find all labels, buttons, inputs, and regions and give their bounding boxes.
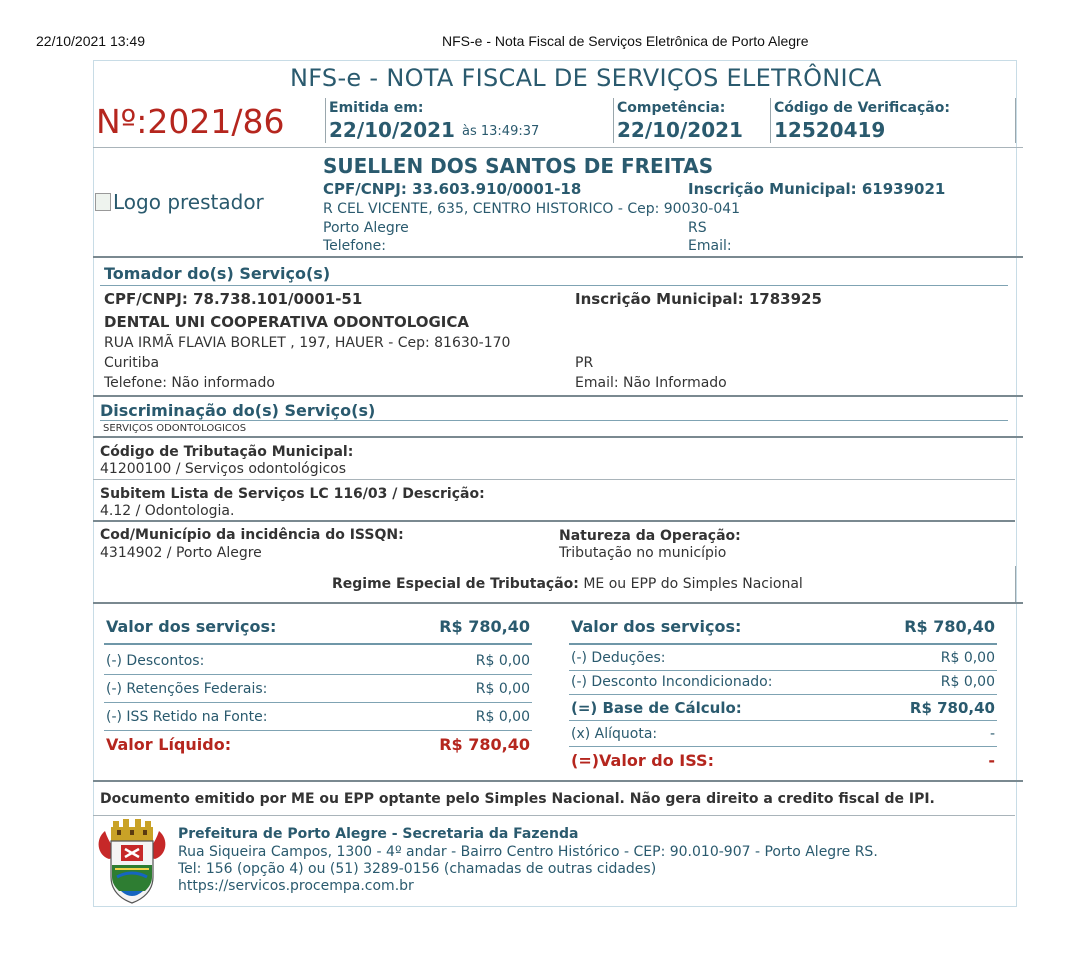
- descontos-label: (-) Descontos:: [106, 653, 205, 669]
- aliquota-value: -: [989, 726, 995, 742]
- deducoes-value: R$ 0,00: [940, 650, 995, 666]
- divider: [93, 147, 1023, 148]
- tomador-name: DENTAL UNI COOPERATIVA ODONTOLOGICA: [104, 313, 470, 331]
- left-valor-servicos-value: R$ 780,40: [439, 617, 530, 636]
- subitem-value: 4.12 / Odontologia.: [100, 503, 235, 519]
- row-underline: [569, 746, 997, 747]
- footer-phone: Tel: 156 (opção 4) ou (51) 3289-0156 (chamadas de outras cidades): [178, 861, 657, 877]
- tomador-address: RUA IRMÃ FLAVIA BORLET , 197, HAUER - Cep: 81630-170: [104, 335, 511, 351]
- tomador-city: Curitiba: [104, 355, 160, 371]
- emitida-label: Emitida em:: [329, 100, 424, 116]
- valor-iss-label: (=)Valor do ISS:: [571, 751, 714, 770]
- divider: [93, 256, 1023, 258]
- divider: [1015, 98, 1016, 143]
- municipio-label: Cod/Município da incidência do ISSQN:: [100, 527, 404, 543]
- footer-url[interactable]: https://servicos.procempa.com.br: [178, 878, 414, 894]
- retencoes-label: (-) Retenções Federais:: [106, 681, 268, 697]
- right-valor-servicos-label: Valor dos serviços:: [571, 617, 742, 636]
- aliquota-label: (x) Alíquota:: [571, 726, 658, 742]
- values-underline: [104, 643, 532, 645]
- prestador-state: RS: [688, 220, 707, 236]
- subitem-label: Subitem Lista de Serviços LC 116/03 / Descrição:: [100, 486, 485, 502]
- section-underline: [100, 285, 1008, 286]
- competencia-label: Competência:: [617, 100, 726, 116]
- iss-retido-label: (-) ISS Retido na Fonte:: [106, 709, 268, 725]
- desconto-incondicionado-label: (-) Desconto Incondicionado:: [571, 674, 773, 690]
- row-underline: [569, 720, 997, 721]
- invoice-number: Nº:2021/86: [96, 102, 285, 141]
- retencoes-value: R$ 0,00: [475, 681, 530, 697]
- emitida-date: 22/10/2021: [329, 118, 455, 142]
- tomador-state: PR: [575, 355, 594, 371]
- natureza-value: Tributação no município: [559, 545, 727, 561]
- deducoes-label: (-) Deduções:: [571, 650, 666, 666]
- values-underline: [569, 643, 997, 645]
- valor-liquido-value: R$ 780,40: [439, 735, 530, 754]
- prestador-logo: [95, 190, 264, 214]
- right-valor-servicos-value: R$ 780,40: [904, 617, 995, 636]
- divider: [93, 436, 1023, 438]
- divider: [93, 815, 1015, 816]
- descontos-value: R$ 0,00: [475, 653, 530, 669]
- competencia-value: 22/10/2021: [617, 118, 743, 142]
- divider: [325, 98, 326, 143]
- codigo-verificacao-value: 12520419: [774, 118, 886, 142]
- base-calculo-label: (=) Base de Cálculo:: [571, 699, 742, 717]
- divider: [93, 780, 1023, 782]
- valor-liquido-label: Valor Líquido:: [106, 735, 232, 754]
- print-datetime: 22/10/2021 13:49: [36, 33, 145, 49]
- desconto-incondicionado-value: R$ 0,00: [940, 674, 995, 690]
- divider: [93, 602, 1023, 604]
- discriminacao-text: SERVIÇOS ODONTOLOGICOS: [103, 423, 247, 434]
- broken-image-icon: [95, 193, 111, 211]
- prestador-phone: Telefone:: [323, 238, 386, 254]
- regime-especial: [332, 576, 803, 592]
- porto-alegre-crest-icon: [93, 817, 171, 905]
- logo-alt-text: Logo prestador: [113, 190, 264, 214]
- simples-nacional-notice: Documento emitido por ME ou EPP optante pelo Simples Nacional. Não gera direito a credito fiscal de IPI.: [100, 791, 935, 807]
- footer-org: Prefeitura de Porto Alegre - Secretaria da Fazenda: [178, 826, 579, 842]
- divider: [1015, 566, 1016, 602]
- divider: [93, 520, 1015, 522]
- regime-value: ME ou EPP do Simples Nacional: [583, 576, 803, 592]
- prestador-cpf-cnpj: CPF/CNPJ: 33.603.910/0001-18: [323, 180, 582, 198]
- prestador-city: Porto Alegre: [323, 220, 409, 236]
- base-calculo-value: R$ 780,40: [909, 699, 995, 717]
- tomador-email: Email: Não Informado: [575, 375, 727, 391]
- iss-retido-value: R$ 0,00: [475, 709, 530, 725]
- row-underline: [104, 674, 532, 675]
- prestador-email: Email:: [688, 238, 732, 254]
- tomador-phone: Telefone: Não informado: [104, 375, 275, 391]
- section-underline: [100, 420, 1008, 421]
- prestador-address: R CEL VICENTE, 635, CENTRO HISTORICO - Cep: 90030-041: [323, 201, 741, 217]
- discriminacao-section-title: Discriminação do(s) Serviço(s): [100, 401, 376, 420]
- codigo-tributacao-label: Código de Tributação Municipal:: [100, 444, 354, 460]
- footer-address: Rua Siqueira Campos, 1300 - 4º andar - Bairro Centro Histórico - CEP: 90.010-907 - Porto Alegre RS.: [178, 844, 878, 860]
- codigo-tributacao-value: 41200100 / Serviços odontológicos: [100, 461, 347, 477]
- print-page-title: NFS-e - Nota Fiscal de Serviços Eletrônica de Porto Alegre: [442, 33, 809, 49]
- divider: [93, 479, 1015, 480]
- tomador-cpf-cnpj: CPF/CNPJ: 78.738.101/0001-51: [104, 290, 363, 308]
- regime-label: Regime Especial de Tributação:: [332, 576, 579, 592]
- prestador-name: SUELLEN DOS SANTOS DE FREITAS: [323, 154, 714, 178]
- left-valor-servicos-label: Valor dos serviços:: [106, 617, 277, 636]
- tomador-section-title: Tomador do(s) Serviço(s): [104, 264, 331, 283]
- divider: [613, 98, 614, 143]
- municipio-value: 4314902 / Porto Alegre: [100, 545, 262, 561]
- prestador-inscricao: Inscrição Municipal: 61939021: [688, 180, 946, 198]
- row-underline: [569, 694, 997, 695]
- emitida-time: às 13:49:37: [462, 124, 540, 139]
- invoice-title: NFS-e - NOTA FISCAL DE SERVIÇOS ELETRÔNICA: [290, 64, 882, 92]
- row-underline: [569, 670, 997, 671]
- tomador-inscricao: Inscrição Municipal: 1783925: [575, 290, 822, 308]
- valor-iss-value: -: [988, 751, 995, 770]
- row-underline: [104, 730, 532, 731]
- divider: [93, 395, 1023, 397]
- row-underline: [104, 702, 532, 703]
- divider: [770, 98, 771, 143]
- natureza-label: Natureza da Operação:: [559, 528, 741, 544]
- codigo-verificacao-label: Código de Verificação:: [774, 100, 950, 116]
